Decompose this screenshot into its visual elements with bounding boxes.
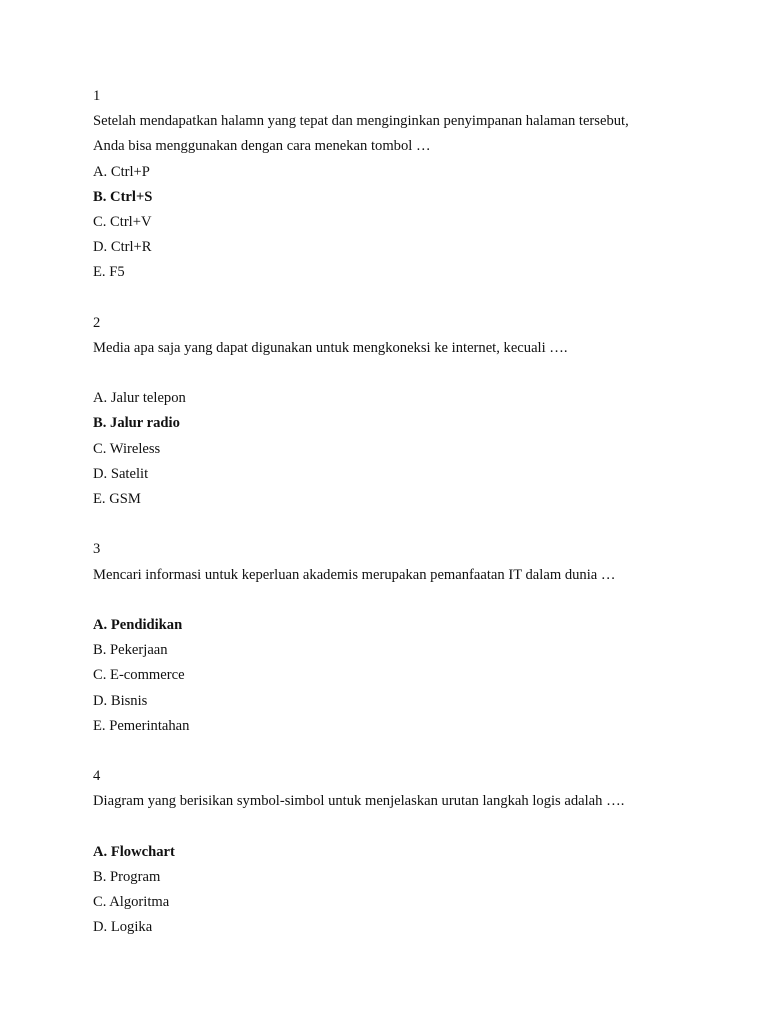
document-page xyxy=(93,84,733,940)
question-number: 2 xyxy=(93,314,101,331)
spacer xyxy=(93,739,733,764)
answer-option: C. Algoritma xyxy=(93,894,170,910)
answer-option-correct: A. Flowchart xyxy=(93,843,175,860)
question-text: Mencari informasi untuk keperluan akademis merupakan pemanfaatan IT dalam dunia … xyxy=(93,566,616,583)
answer-option: A. Ctrl+P xyxy=(93,163,150,180)
question-text: Diagram yang berisikan symbol-simbol untuk menjelaskan urutan langkah logis adalah …. xyxy=(93,793,625,810)
question-text: Media apa saja yang dapat digunakan untuk mengkoneksi ke internet, kecuali …. xyxy=(93,339,568,356)
question-text: Anda bisa menggunakan dengan cara menekan tombol … xyxy=(93,138,431,155)
question-block xyxy=(93,84,733,311)
question-block xyxy=(93,537,733,764)
answer-option: B. Program xyxy=(93,868,161,885)
answer-option: D. Satelit xyxy=(93,465,149,482)
answer-option: C. Wireless xyxy=(93,440,161,457)
answer-option: E. Pemerintahan xyxy=(93,717,190,734)
answer-option: D. Bisnis xyxy=(93,692,148,709)
spacer xyxy=(93,814,733,839)
question-number: 4 xyxy=(93,768,101,785)
answer-option-correct: B. Ctrl+S xyxy=(93,188,153,205)
answer-option: C. E-commerce xyxy=(93,667,185,684)
spacer xyxy=(93,286,733,311)
answer-option-correct: B. Jalur radio xyxy=(93,415,180,432)
answer-option: A. Jalur telepon xyxy=(93,390,186,407)
question-block xyxy=(93,311,733,538)
quiz-list xyxy=(93,84,733,940)
answer-option-correct: A. Pendidikan xyxy=(93,616,183,633)
spacer xyxy=(93,588,733,613)
answer-option: C. Ctrl+V xyxy=(93,213,152,230)
spacer xyxy=(93,512,733,537)
question-number: 1 xyxy=(93,88,101,104)
answer-option: B. Pekerjaan xyxy=(93,642,168,659)
answer-option: D. Logika xyxy=(93,919,153,936)
question-text: Setelah mendapatkan halamn yang tepat dan menginginkan penyimpanan halaman tersebut, xyxy=(93,113,629,130)
question-block xyxy=(93,764,733,940)
answer-option: E. F5 xyxy=(93,264,125,281)
spacer xyxy=(93,361,733,386)
question-number: 3 xyxy=(93,541,101,558)
answer-option: D. Ctrl+R xyxy=(93,239,152,256)
answer-option: E. GSM xyxy=(93,491,141,507)
